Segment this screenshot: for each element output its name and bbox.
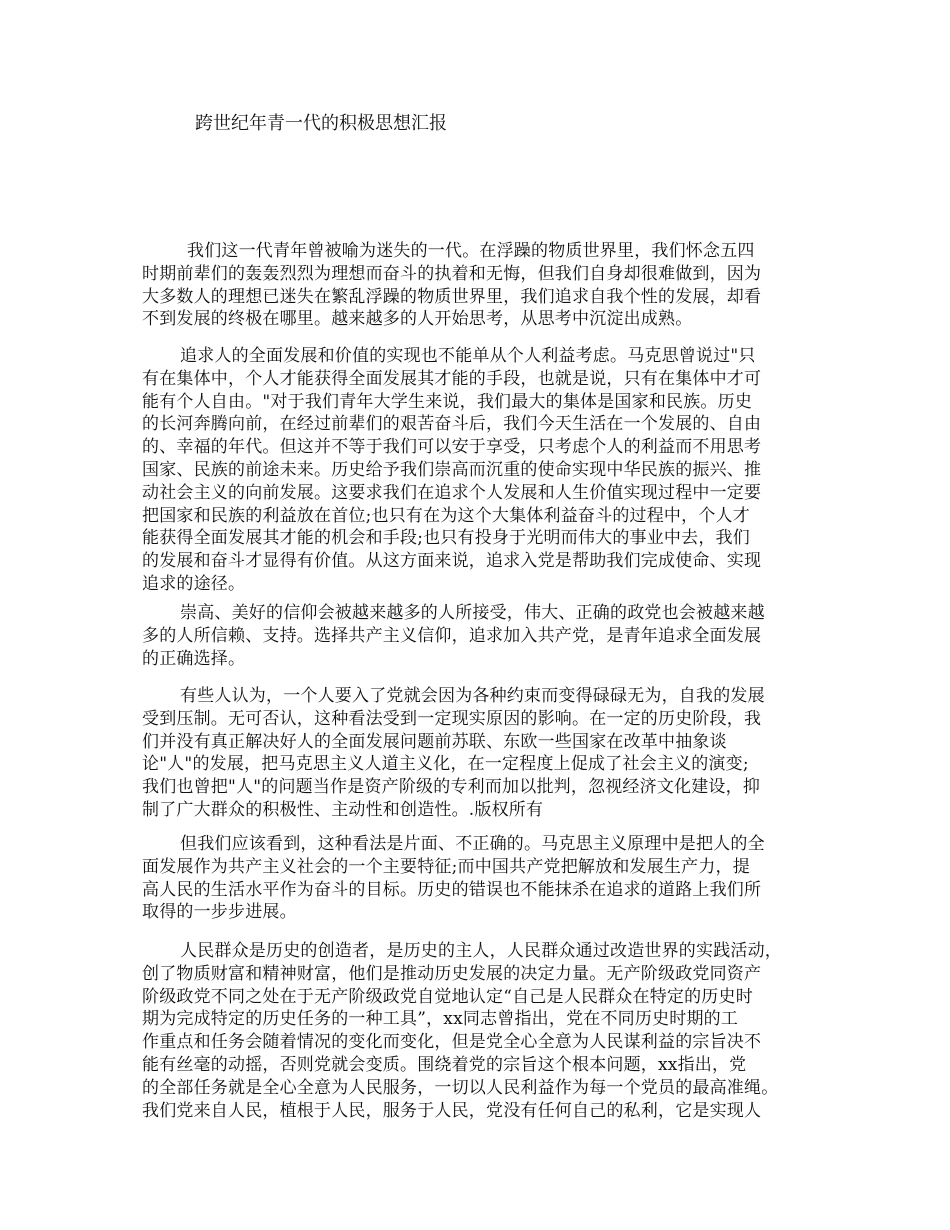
paragraph-5 [142, 833, 832, 924]
paragraph-line: 期为完成特定的历史任务的一种工具”，xx同志曾指出，党在不同历史时期的工 [142, 1009, 739, 1030]
paragraph-line: 面发展作为共产主义社会的一个主要特征;而中国共产党把解放和发展生产力，提 [142, 856, 750, 877]
paragraph-line: 制了广大群众的积极性、主动性和创造性。.版权所有 [142, 799, 544, 820]
paragraph-line: 有在集体中，个人才能获得全面发展其才能的手段，也就是说，只有在集体中才可 [142, 368, 762, 389]
paragraph-line: 的长河奔腾向前，在经过前辈们的艰苦奋斗后，我们今天生活在一个发展的、自由 [142, 414, 762, 435]
paragraph-6 [142, 940, 832, 1122]
paragraph-line: 追求人的全面发展和价值的实现也不能单从个人利益考虑。马克思曾说过"只 [180, 346, 756, 366]
paragraph-line: 论"人"的发展，把马克思主义人道主义化，在一定程度上促成了社会主义的演变; [142, 754, 749, 775]
paragraph-line: 我们这一代青年曾被喻为迷失的一代。在浮躁的物质世界里，我们怀念五四 [187, 241, 755, 261]
paragraph-line: 追求的途径。 [142, 573, 246, 594]
paragraph-line: 有些人认为，一个人要入了党就会因为各种约束而变得碌碌无为，自我的发展 [180, 686, 765, 706]
paragraph-line: 们并没有真正解决好人的全面发展问题前苏联、东欧一些国家在改革中抽象谈 [142, 731, 727, 752]
paragraph-line: 不到发展的终极在哪里。越来越多的人开始思考，从思考中沉淀出成熟。 [142, 309, 693, 330]
paragraph-line: 我们也曾把"人"的问题当作是资产阶级的专利而加以批判，忽视经济文化建设，抑 [142, 777, 761, 798]
paragraph-3 [142, 602, 832, 670]
paragraph-line: 能有个人自由。"对于我们青年大学生来说，我们最大的集体是国家和民族。历史 [142, 391, 753, 412]
paragraph-line: 国家、民族的前途未来。历史给予我们崇高而沉重的使命实现中华民族的振兴、推 [142, 459, 762, 480]
paragraph-line: 阶级政党不同之处在于无产阶级政党自觉地认定“自己是人民群众在特定的历史时 [142, 986, 753, 1007]
paragraph-line: 多的人所信赖、支持。选择共产主义信仰，追求加入共产党，是青年追求全面发展 [142, 625, 762, 646]
paragraph-line: 创了物质财富和精神财富，他们是推动历史发展的决定力量。无产阶级政党同资产 [142, 963, 762, 984]
paragraph-line: 崇高、美好的信仰会被越来越多的人所接受，伟大、正确的政党也会被越来越 [180, 603, 765, 623]
paragraph-line: 人民群众是历史的创造者，是历史的主人，人民群众通过改造世界的实践活动， [180, 941, 782, 961]
paragraph-line: 的正确选择。 [142, 648, 246, 669]
paragraph-line: 我们党来自人民，植根于人民，服务于人民，党没有任何自己的私利，它是实现人 [142, 1100, 762, 1121]
paragraph-4 [142, 685, 832, 822]
paragraph-line: 能获得全面发展其才能的机会和手段;也只有投身于光明而伟大的事业中去，我们 [142, 528, 750, 549]
paragraph-line: 的全部任务就是全心全意为人民服务，一切以人民利益作为每一个党员的最高准绳。 [142, 1077, 779, 1098]
paragraph-line: 作重点和任务会随着情况的变化而变化，但是党全心全意为人民谋利益的宗旨决不 [142, 1032, 762, 1053]
document-title: 跨世纪年青一代的积极思想汇报 [195, 113, 447, 134]
paragraph-line: 取得的一步步进展。 [142, 902, 297, 923]
paragraph-line: 大多数人的理想已迷失在繁乱浮躁的物质世界里，我们追求自我个性的发展，却看 [142, 286, 762, 307]
paragraph-line: 高人民的生活水平作为奋斗的目标。历史的错误也不能抹杀在追求的道路上我们所 [142, 879, 762, 900]
paragraph-line: 的、幸福的年代。但这并不等于我们可以安于享受，只考虑个人的利益而不用思考 [142, 437, 762, 458]
paragraph-line: 受到压制。无可否认，这种看法受到一定现实原因的影响。在一定的历史阶段，我 [142, 708, 762, 729]
paragraph-line: 的发展和奋斗才显得有价值。从这方面来说，追求入党是帮助我们完成使命、实现 [142, 551, 762, 572]
paragraph-line: 把国家和民族的利益放在首位;也只有在为这个大集体利益奋斗的过程中，个人才 [142, 505, 750, 526]
paragraph-line: 时期前辈们的轰轰烈烈为理想而奋斗的执着和无悔，但我们自身却很难做到，因为 [142, 263, 762, 284]
paragraph-line: 但我们应该看到，这种看法是片面、不正确的。马克思主义原理中是把人的全 [180, 834, 765, 854]
paragraph-line: 能有丝毫的动摇，否则党就会变质。围绕着党的宗旨这个根本问题，xx指出，党 [142, 1054, 747, 1075]
paragraph-line: 动社会主义的向前发展。这要求我们在追求个人发展和人生价值实现过程中一定要 [142, 482, 762, 503]
paragraph-2 [142, 345, 832, 596]
paragraph-1 [142, 240, 832, 331]
